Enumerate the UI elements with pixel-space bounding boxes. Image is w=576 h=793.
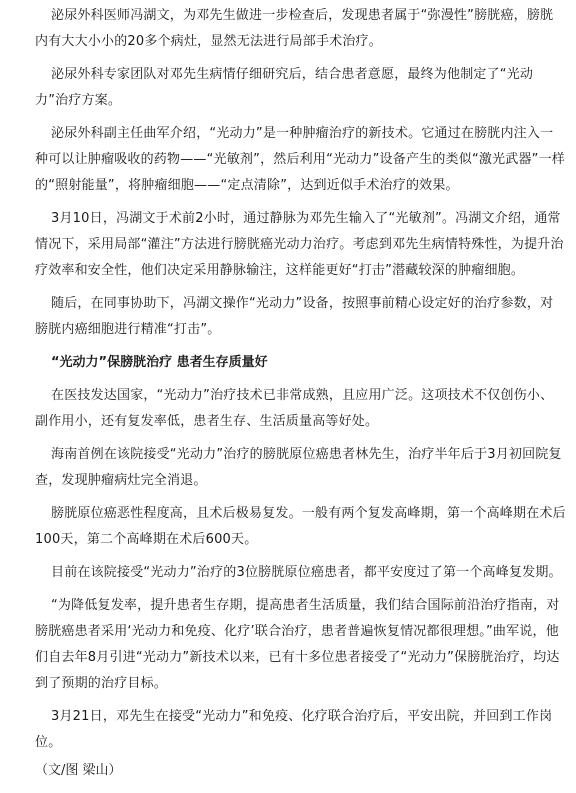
paragraph-5: 随后，在同事协助下，冯湖文操作“光动力”设备，按照事前精心设定好的治疗参数，对膀胱内癌细胞进行精准“打击”。 [35, 296, 554, 337]
paragraph-2: 泌尿外科专家团队对邓先生病情仔细研究后，结合患者意愿，最终为他制定了“光动力”治疗方案。 [35, 67, 534, 108]
paragraph-3: 泌尿外科副主任曲军介绍，“光动力”是一种肿瘤治疗的新技术。它通过在膀胱内注入一种可以让肿瘤吸收的药物——“光敏剂”，然后利用“光动力”设备产生的类似“激光武器”一样的“照射能量”，将肿瘤细胞——“定点清除”，达到近似手术治疗的效果。 [35, 126, 566, 193]
byline: （文/图 梁山） [35, 763, 122, 778]
paragraph-6: 在医技发达国家，“光动力”治疗技术已非常成熟，且应用广泛。这项技术不仅创伤小、副作用小，还有复发率低，患者生存、生活质量高等好处。 [35, 388, 554, 429]
paragraph-1: 泌尿外科医师冯湖文，为邓先生做进一步检查后，发现患者属于“弥漫性”膀胱癌，膀胱内有大大小小的20多个病灶，显然无法进行局部手术治疗。 [35, 8, 554, 49]
paragraph-11: 3月21日，邓先生在接受“光动力”和免疫、化疗联合治疗后，平安出院，并回到工作岗位。 [35, 709, 553, 750]
paragraph-7: 海南首例在该院接受“光动力”治疗的膀胱原位癌患者林先生，治疗半年后于3月初回院复查，发现肿瘤病灶完全消退。 [35, 447, 562, 488]
paragraph-8: 膀胱原位癌恶性程度高，且术后极易复发。一般有两个复发高峰期，第一个高峰期在术后100天，第二个高峰期在术后600天。 [35, 506, 566, 547]
paragraph-4: 3月10日，冯湖文于术前2小时，通过静脉为邓先生输入了“光敏剂”。冯湖文介绍，通常情况下，采用局部“灌注”方法进行膀胱癌光动力治疗。考虑到邓先生病情特殊性，为提升治疗效率和安全性，他们决定采用静脉输注，这样能更好“打击”潜藏较深的肿瘤细胞。 [35, 211, 564, 278]
paragraph-10: “为降低复发率，提升患者生存期，提高患者生活质量，我们结合国际前沿治疗指南，对膀胱癌患者采用‘光动力和免疫、化疗’联合治疗，患者普遍恢复情况都很理想。”曲军说，他们自去年8月引进“光动力”新技术以来，已有十多位患者接受了“光动力”保膀胱治疗，均达到了预期的治疗目标。 [35, 598, 560, 691]
section-subheading: “光动力”保膀胱治疗 患者生存质量好 [51, 355, 268, 370]
paragraph-9: 目前在该院接受“光动力”治疗的3位膀胱原位癌患者，都平安度过了第一个高峰复发期。 [51, 565, 562, 580]
